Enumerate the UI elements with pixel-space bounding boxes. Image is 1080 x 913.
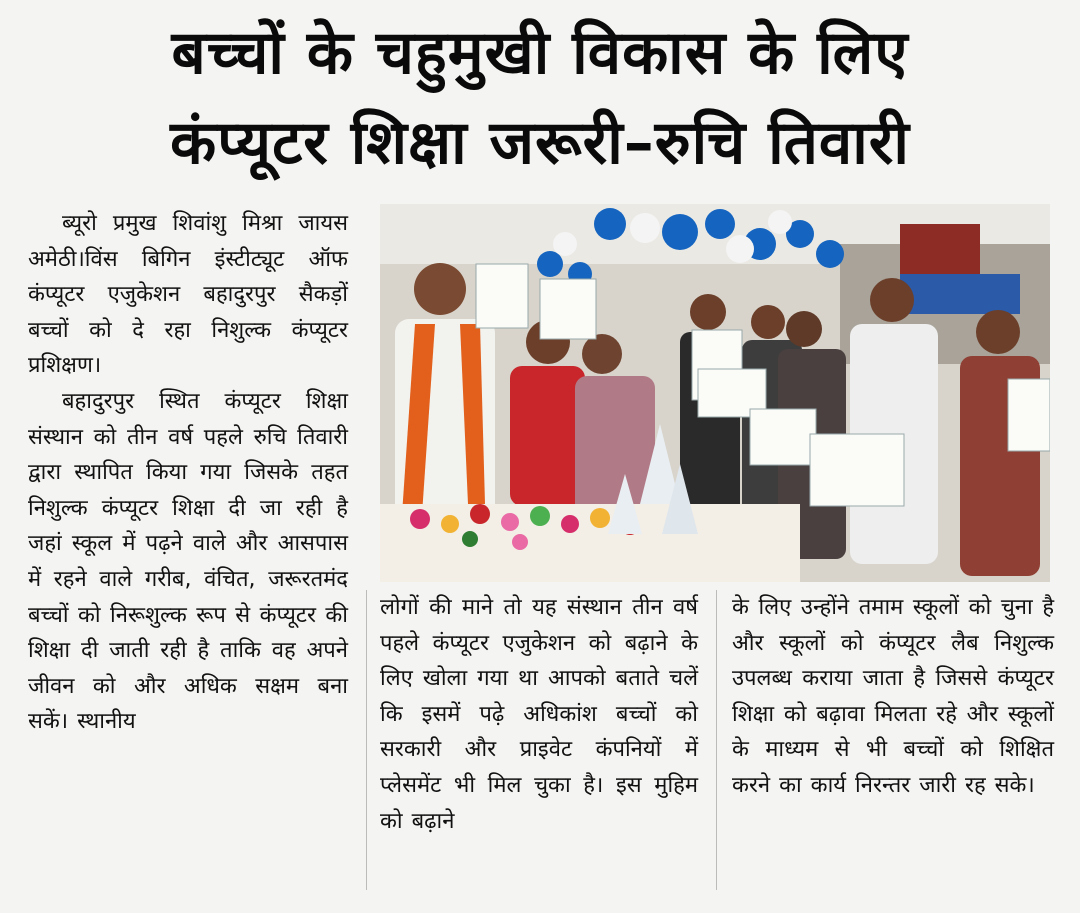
headline-line-1: बच्चों के चहुमुखी विकास के लिए	[171, 18, 909, 88]
article-column-middle	[380, 590, 698, 839]
article-column-right	[732, 590, 1054, 804]
column-divider	[366, 590, 367, 890]
article-paragraph-1: ब्यूरो प्रमुख शिवांशु मिश्रा जायस अमेठी।विंस बिगिन इंस्टीट्यूट ऑफ कंप्यूटर एजुकेशन बहादुरपुर सैकड़ों बच्चों को दे रहा निशुल्क कंप्यूटर प्रशिक्षण।	[28, 211, 348, 379]
article-paragraph-4: के लिए उन्होंने तमाम स्कूलों को चुना है और स्कूलों को कंप्यूटर लैब निशुल्क उपलब्ध कराया जाता है जिससे कंप्यूटर शिक्षा को बढ़ावा मिलता रहे और स्कूलों के माध्यम से भी बच्चों को शिक्षित करने का कार्य निरन्तर जारी रह सके।	[732, 595, 1054, 798]
article-column-left	[28, 206, 348, 740]
article-paragraph-3: लोगों की माने तो यह संस्थान तीन वर्ष पहले कंप्यूटर एजुकेशन को बढ़ाने के लिए खोला गया था आपको बताते चलें कि इसमें पढ़े अधिकांश बच्चों को सरकारी और प्राइवेट कंपनियों में प्लेसमेंट भी मिल चुका है। इस मुहिम को बढ़ाने	[380, 595, 698, 834]
headline-line-2: कंप्यूटर शिक्षा जरूरी–रुचि तिवारी	[170, 108, 910, 178]
column-divider	[716, 590, 717, 890]
news-photo	[380, 204, 1050, 582]
headline	[0, 8, 1080, 188]
article-paragraph-2: बहादुरपुर स्थित कंप्यूटर शिक्षा संस्थान को तीन वर्ष पहले रुचि तिवारी द्वारा स्थापित किया गया जिसके तहत निशुल्क कंप्यूटर शिक्षा दी जा रही है जहां स्कूल में पढ़ने वाले और आसपास में रहने वाले गरीब, वंचित, जरूरतमंद बच्चों को निरूशुल्क रूप से कंप्यूटर की शिक्षा दी जाती रही है ताकि वह अपने जीवन को और अधिक सक्षम बना सकें। स्थानीय	[28, 388, 348, 735]
news-photo-icon	[380, 204, 1050, 582]
